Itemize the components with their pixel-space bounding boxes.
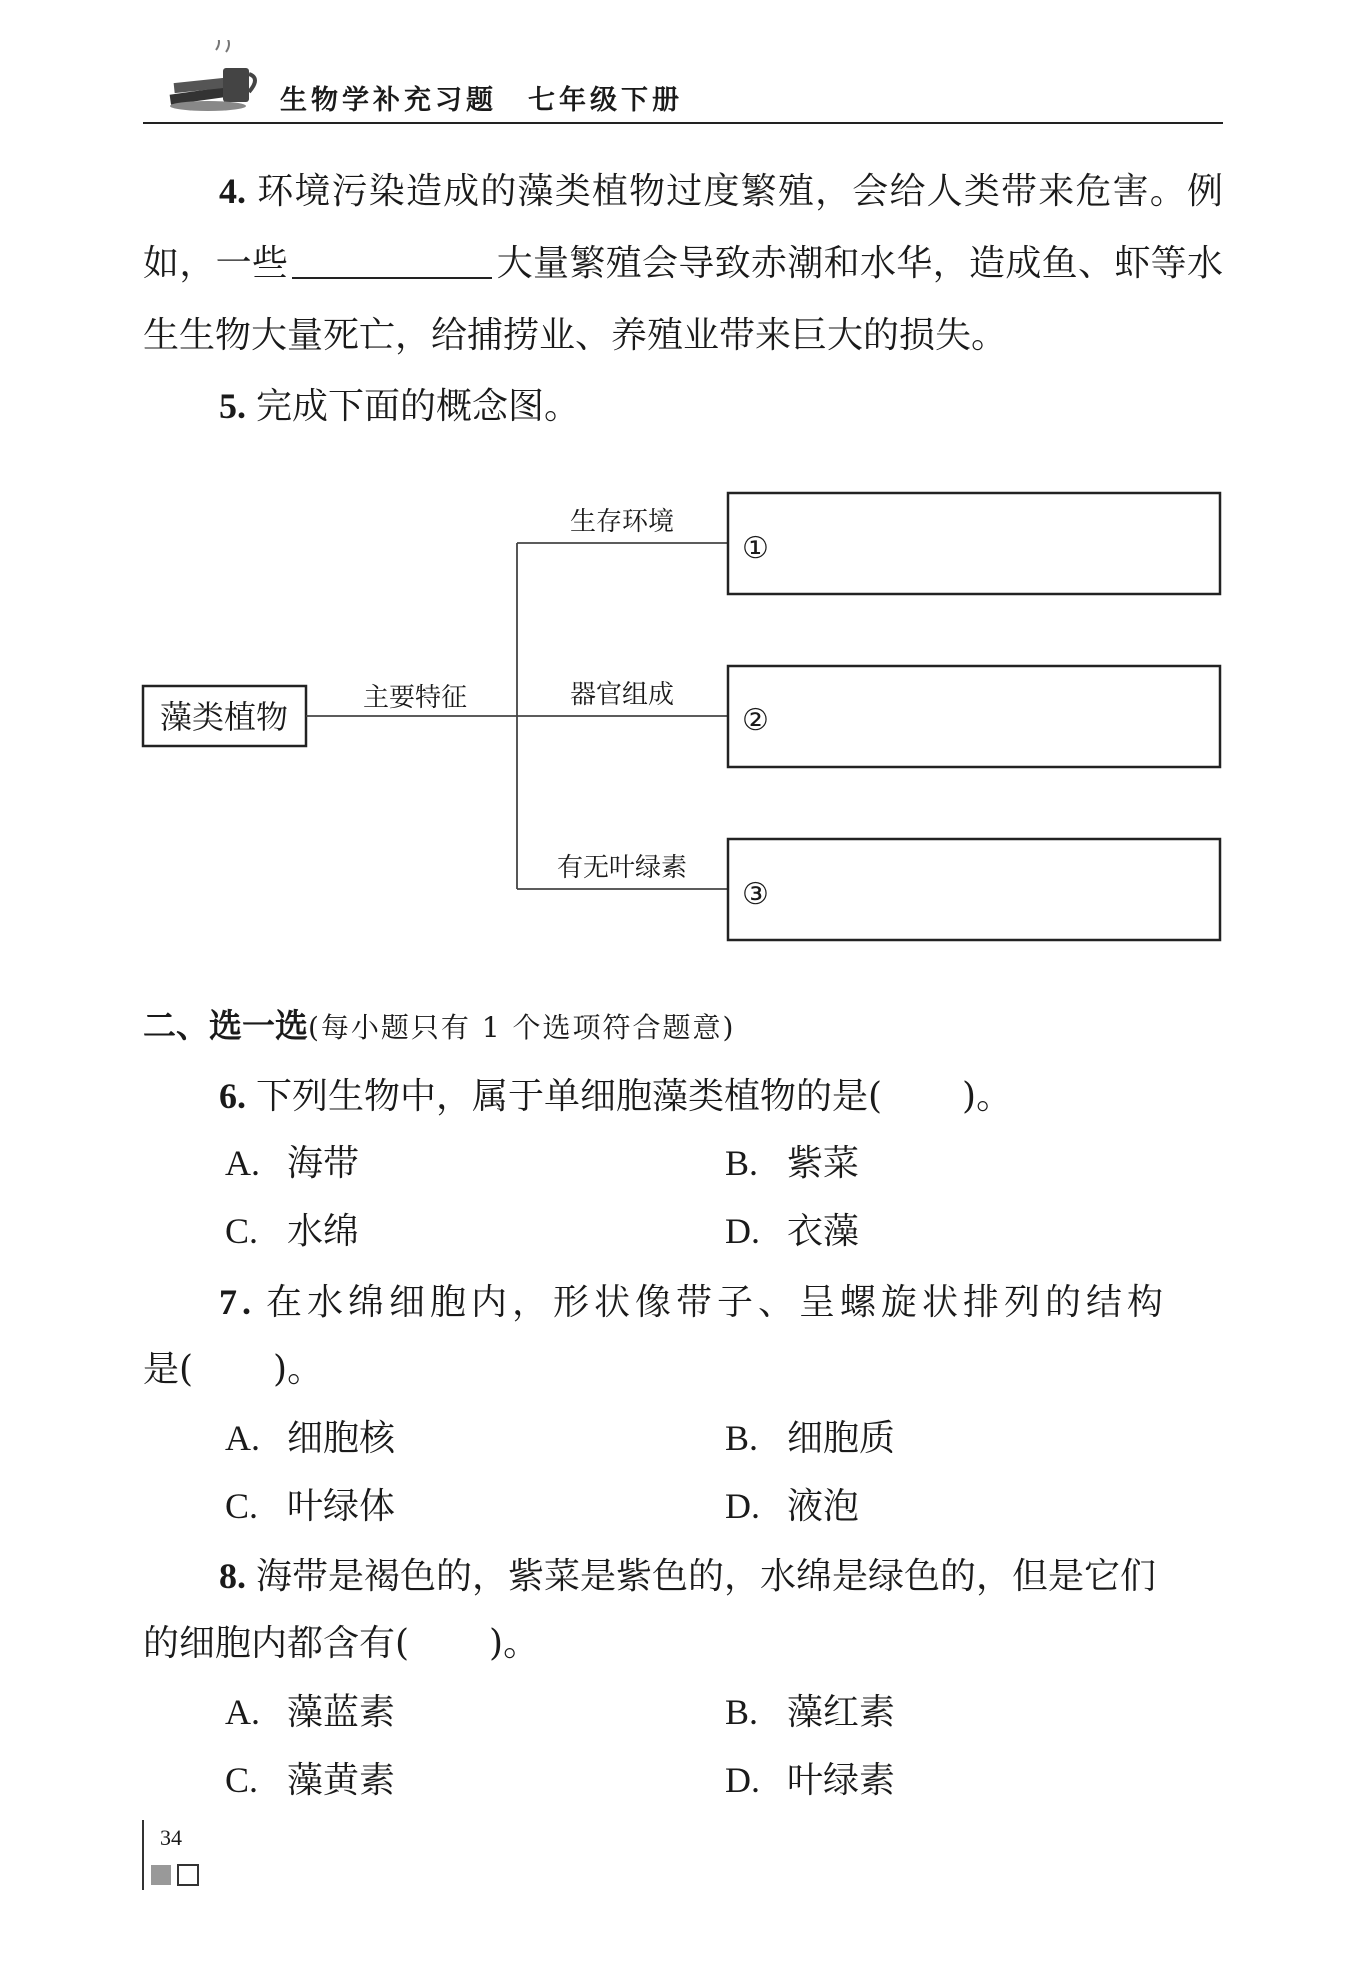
question-text: 大量繁殖会导致赤潮和水华，造成鱼、虾等水生生物大量死亡，给捕捞业、养殖业带来巨大的损失。 xyxy=(143,243,1223,356)
box-marker: ② xyxy=(742,703,769,738)
page-number: 34 xyxy=(160,1825,182,1850)
answer-box-1[interactable] xyxy=(728,493,1220,594)
option-d[interactable]: D. 液泡 xyxy=(725,1486,860,1527)
root-node-label: 藻类植物 xyxy=(159,698,289,736)
option-a[interactable]: A. 海带 xyxy=(225,1143,360,1184)
question-tail: )。 xyxy=(273,1349,324,1390)
branch-label: 生存环境 xyxy=(569,507,675,537)
question-text: 下列生物中，属于单细胞藻类植物的是( xyxy=(256,1076,883,1117)
question-8 xyxy=(143,1542,1223,1611)
question-text: 在水绵细胞内，形状像带子、呈螺旋状排列的结构 xyxy=(266,1282,1169,1323)
question-number: 7. xyxy=(219,1282,256,1322)
box-marker: ① xyxy=(742,531,769,566)
answer-box-3[interactable] xyxy=(728,839,1220,940)
answer-blank[interactable] xyxy=(292,233,492,279)
option-b[interactable]: B. 藻红素 xyxy=(725,1692,896,1733)
option-c[interactable]: C. 叶绿体 xyxy=(225,1486,396,1527)
question-4 xyxy=(143,155,1223,372)
question-number: 5. xyxy=(219,386,246,426)
option-b[interactable]: B. 紫菜 xyxy=(725,1143,860,1184)
footer-rule xyxy=(142,1820,144,1890)
option-c[interactable]: C. 藻黄素 xyxy=(225,1760,396,1801)
question-text: 是( xyxy=(143,1349,194,1390)
option-a[interactable]: A. 细胞核 xyxy=(225,1418,396,1459)
section-note: (每小题只有 1 个选项符合题意) xyxy=(308,1011,736,1044)
box-marker: ③ xyxy=(742,877,769,912)
edge-label: 主要特征 xyxy=(362,683,468,713)
question-number: 6. xyxy=(219,1076,246,1116)
header-title: 生物学补充习题 七年级下册 xyxy=(280,85,683,116)
question-number: 8. xyxy=(219,1556,246,1596)
option-b[interactable]: B. 细胞质 xyxy=(725,1418,896,1459)
question-text: 海带是褐色的，紫菜是紫色的，水绵是绿色的，但是它们 xyxy=(256,1556,1157,1597)
option-d[interactable]: D. 衣藻 xyxy=(725,1211,860,1252)
page-decoration-icon xyxy=(150,1862,202,1888)
header-rule xyxy=(143,122,1223,124)
question-8-line-2 xyxy=(143,1610,1223,1678)
option-a[interactable]: A. 藻蓝素 xyxy=(225,1692,396,1733)
question-text: 的细胞内都含有( xyxy=(143,1623,410,1664)
question-5 xyxy=(143,372,1223,441)
branch-label: 器官组成 xyxy=(569,680,675,710)
question-number: 4. xyxy=(219,171,246,211)
question-text: 完成下面的概念图。 xyxy=(256,386,581,427)
question-text: 环境污染造成的藻类植物过度繁殖，会给人类带来危害。例如，一些 xyxy=(143,171,1223,284)
branch-label: 有无叶绿素 xyxy=(556,853,688,883)
books-and-mug-icon xyxy=(168,40,268,120)
section-title: 二、选一选 xyxy=(143,1006,308,1045)
answer-box-2[interactable] xyxy=(728,666,1220,767)
question-tail: )。 xyxy=(489,1623,540,1664)
question-tail: )。 xyxy=(962,1076,1013,1117)
option-c[interactable]: C. 水绵 xyxy=(225,1211,360,1252)
question-6 xyxy=(143,1062,1223,1131)
option-d[interactable]: D. 叶绿素 xyxy=(725,1760,896,1801)
question-7-line-2 xyxy=(143,1336,1223,1404)
concept-map xyxy=(140,470,1230,950)
question-7 xyxy=(143,1268,1223,1337)
section-heading xyxy=(143,1000,735,1047)
